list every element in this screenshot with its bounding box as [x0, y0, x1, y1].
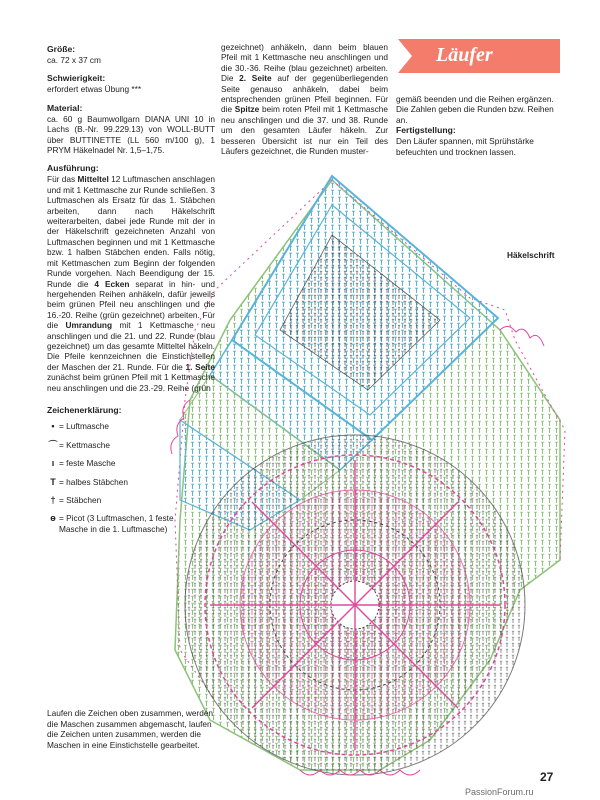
- size-value: ca. 72 x 37 cm: [47, 55, 101, 65]
- instructions-text: Für das Mitteltel 12 Luftmaschen anschlagen und mit 1 Kettmasche zur Runde schließen. 3 Luftmaschen als Ersatz für das 1. Stäbchen arbeiten, dann nach Häkelschrift weiterarbeiten, dabei jede Runde mit der in der Häkelschrift gezeichneten Anzahl von Luftmaschen beginnen und mit 1 Kettmasche bzw. 1 halben Stäbchen enden. Falls nötig, mit Kettmaschen zum Beginn der folgenden Runde vorgehen. Nach Beendigung der 15. Runde die 4 Ecken separat in hin- und hergehenden Reihen anhäkeln, dafür jeweils beim grünen Pfeil neu anschlingen und die 16.-20. Reihe (grün gezeichnet) arbeiten. Für die Umrandung mit 1 Kettmasche neu anschlingen und die 21. und 22. Runde (blau gezeichnet) um das gesamte Mitteltel häkeln. Die Pfeile kennzeichnen die Einstichstellen der Maschen der 21. Runde. Für die 1. Seite zunächst beim grünen Pfeil mit 1 Kettmasche neu anschlingen und die 23.-29. Reihe (grün: [47, 174, 216, 393]
- footnote: Laufen die Zeichen oben zusammen, werden die Maschen zusammen abgemascht, laufen die Zeichen unten zusammen, werden die Maschen in eine Einstichstelle gearbeitet.: [47, 708, 214, 750]
- watermark: PassionForum.ru: [465, 787, 534, 797]
- difficulty-value: erfordert etwas Übung ***: [47, 84, 142, 95]
- finishing-label: Fertigstellung:: [396, 125, 456, 136]
- page-title: Läufer: [436, 44, 493, 66]
- page-number: 27: [540, 770, 554, 784]
- size-label: Größe:: [47, 44, 76, 54]
- legend-item: T = halbes Stäbchen: [47, 477, 197, 487]
- legend-item: † = Stäbchen: [47, 495, 197, 505]
- slip-stitch-icon: ⌒: [48, 439, 58, 450]
- legend-item: ɵ = Picot (3 Luftmaschen, 1 feste Masche in die 1. Luftmasche): [47, 513, 197, 534]
- material-value: ca. 60 g Baumwollgarn DIANA UNI 10 in Lachs (B.-Nr. 99.229.13) von WOLL-BUTT über BUTTINETTE (LL 560 m/100 g), 1 PRYM Häkelnadel Nr. 1,5–1,75.: [47, 113, 215, 156]
- legend: [47, 405, 197, 542]
- legend-item: ı = feste Masche: [47, 458, 197, 468]
- double-crochet-icon: †: [50, 495, 56, 506]
- single-crochet-icon: ı: [51, 458, 55, 469]
- legend-item: • = Luftmasche: [47, 421, 197, 431]
- chain-stitch-icon: •: [51, 421, 55, 432]
- instructions-continued: gezeichnet) anhäkeln, dann beim blauen Pfeil mit 1 Kettmasche neu anschlingen und die 30.-36. Reihe (blau gezeichnet) arbeiten. Die 2. Seite auf der gegenüberliegenden Seite genauso anhäkeln, dabei beim entsprechenden grünen Pfeil beginnen. Für die Spitze beim roten Pfeil mit 1 Kettmasche neu anschlingen und die 37. und 38. Runde um den gesamten Läufer häkeln. Zur besseren Übersicht ist nur ein Teil des Läufers gezeichnet, die Runden muster-: [221, 42, 389, 157]
- instructions-label: Ausführung:: [47, 163, 99, 174]
- legend-title: Zeichenerklärung:: [47, 405, 122, 415]
- instructions-end: gemäß beenden und die Reihen ergänzen. Die Zahlen geben die Runden bzw. Reihen an.: [396, 94, 554, 125]
- diagram-label: Häkelschrift: [507, 250, 555, 260]
- center-motif: [185, 435, 525, 775]
- half-double-icon: T: [50, 476, 56, 487]
- finishing-text: Den Läufer spannen, mit Sprühstärke befeuchten und trocknen lassen.: [396, 136, 534, 157]
- legend-item: ⌒ = Kettmasche: [48, 439, 110, 450]
- difficulty-label: Schwierigkeit:: [47, 73, 106, 84]
- material-label: Material:: [47, 102, 83, 113]
- picot-icon: ɵ: [50, 513, 56, 524]
